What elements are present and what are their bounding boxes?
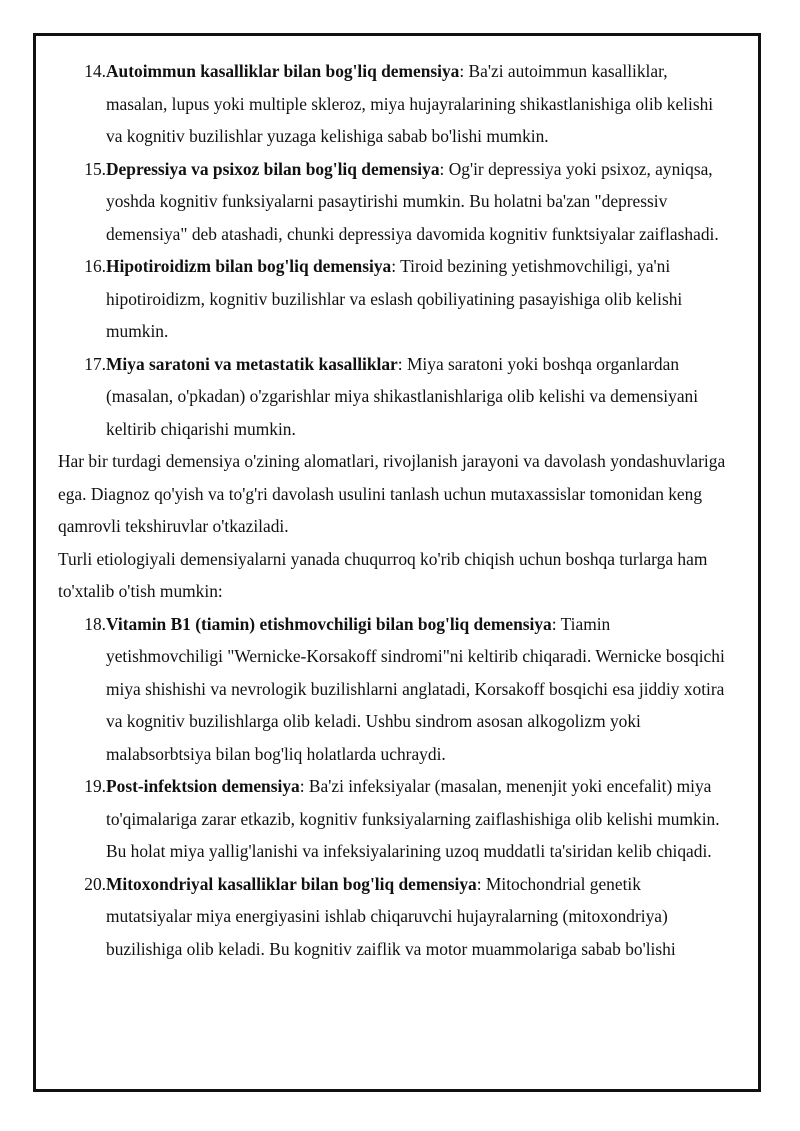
list-item-text: : Miya saratoni yoki boshqa organlardan (masalan, o'pkadan) o'zgarishlar miya shikastlanishlariga olib kelishi va demensiyani keltirib chiqarishi mumkin. [106, 353, 699, 439]
list-item [58, 348, 730, 446]
list-item-text: : Tiamin yetishmovchiligi "Wernicke-Korsakoff sindromi"ni keltirib chiqaradi. Wernicke bosqichi miya shishishi va nevrologik buzilishlarni anglatadi, Korsakoff bosqichi esa jiddiy xotira va kognitiv buzilishlarga olib keladi. Ushbu sindrom asosan alkogolizm yoki malabsorbtsiya bilan bog'liq holatlarda uchraydi. [106, 613, 725, 764]
list-item-title: Post-infektsion demensiya [106, 776, 300, 796]
list-item-body [106, 250, 730, 348]
list-item-text: : Tiroid bezining yetishmovchiligi, ya'ni hipotiroidizm, kognitiv buzilishlar va eslash qobiliyatining pasayishiga olib kelishi mumkin. [106, 256, 683, 341]
list-item-body [106, 770, 730, 868]
list-item [58, 250, 730, 348]
paragraph-summary: Har bir turdagi demensiya o'zining alomatlari, rivojlanish jarayoni va davolash yondashuvlariga ega. Diagnoz qo'yish va to'g'ri davolash usulini tanlash uchun mutaxassislar tomonidan keng qamrovli tekshiruvlar o'tkaziladi. [58, 451, 726, 536]
list-item [58, 153, 730, 251]
list-item-text: : Ba'zi infeksiyalar (masalan, menenjit yoki encefalit) miya to'qimalariga zarar etkazib, kognitiv funksiyalarning zaiflashishiga olib kelishi mumkin. Bu holat miya yallig'lanishi va infeksiyalarining uzoq muddatli ta'siridan kelib chiqadi. [106, 776, 720, 861]
list-item-number: 16. [84, 256, 106, 276]
list-item [58, 55, 730, 153]
list-item-text: : Ba'zi autoimmun kasalliklar, masalan, lupus yoki multiple skleroz, miya hujayralarining shikastlanishiga olib kelishi va kognitiv buzilishlar yuzaga kelishiga sabab bo'lishi mumkin. [106, 61, 714, 146]
list-item-body [106, 348, 730, 446]
list-item-number: 15. [84, 158, 106, 179]
list-item-title: Vitamin B1 (tiamin) etishmovchiligi bilan bog'liq demensiya [106, 613, 552, 634]
list-item [58, 868, 730, 966]
list-item-text: : Og'ir depressiya yoki psixoz, ayniqsa, yoshda kognitiv funksiyalarni pasaytirishi mumkin. Bu holatni ba'zan "depressiv demensiya" deb atashadi, chunki depressiya davomida kognitiv funktsiyalar zaiflashadi. [106, 158, 719, 244]
list-item-title: Mitoxondriyal kasalliklar bilan bog'liq demensiya [106, 873, 477, 894]
list-item-body [106, 55, 730, 153]
list-item-title: Autoimmun kasalliklar bilan bog'liq demensiya [106, 61, 460, 81]
list-item-number: 14. [84, 61, 106, 81]
document-body [58, 55, 730, 965]
list-item-body [106, 608, 730, 771]
list-item-text: : Mitochondrial genetik mutatsiyalar miya energiyasini ishlab chiqaruvchi hujayralarning (mitoxondriya) buzilishiga olib keladi. Bu kognitiv zaiflik va motor muammolariga sabab bo'lishi [106, 873, 676, 959]
list-item-body [106, 153, 730, 251]
list-item-number: 20. [84, 873, 106, 894]
list-item [58, 770, 730, 868]
list-item-body [106, 868, 730, 966]
list-item [58, 608, 730, 771]
paragraph-intro: Turli etiologiyali demensiyalarni yanada chuqurroq ko'rib chiqish uchun boshqa turlarga ham to'xtalib o'tish mumkin: [58, 548, 708, 601]
list-item-title: Depressiya va psixoz bilan bog'liq demensiya [106, 158, 440, 179]
list-item-title: Miya saratoni va metastatik kasalliklar [106, 353, 398, 374]
list-item-number: 19. [84, 776, 106, 796]
list-item-title: Hipotiroidizm bilan bog'liq demensiya [106, 256, 392, 276]
list-item-number: 17. [84, 353, 106, 374]
list-item-number: 18. [84, 613, 106, 634]
